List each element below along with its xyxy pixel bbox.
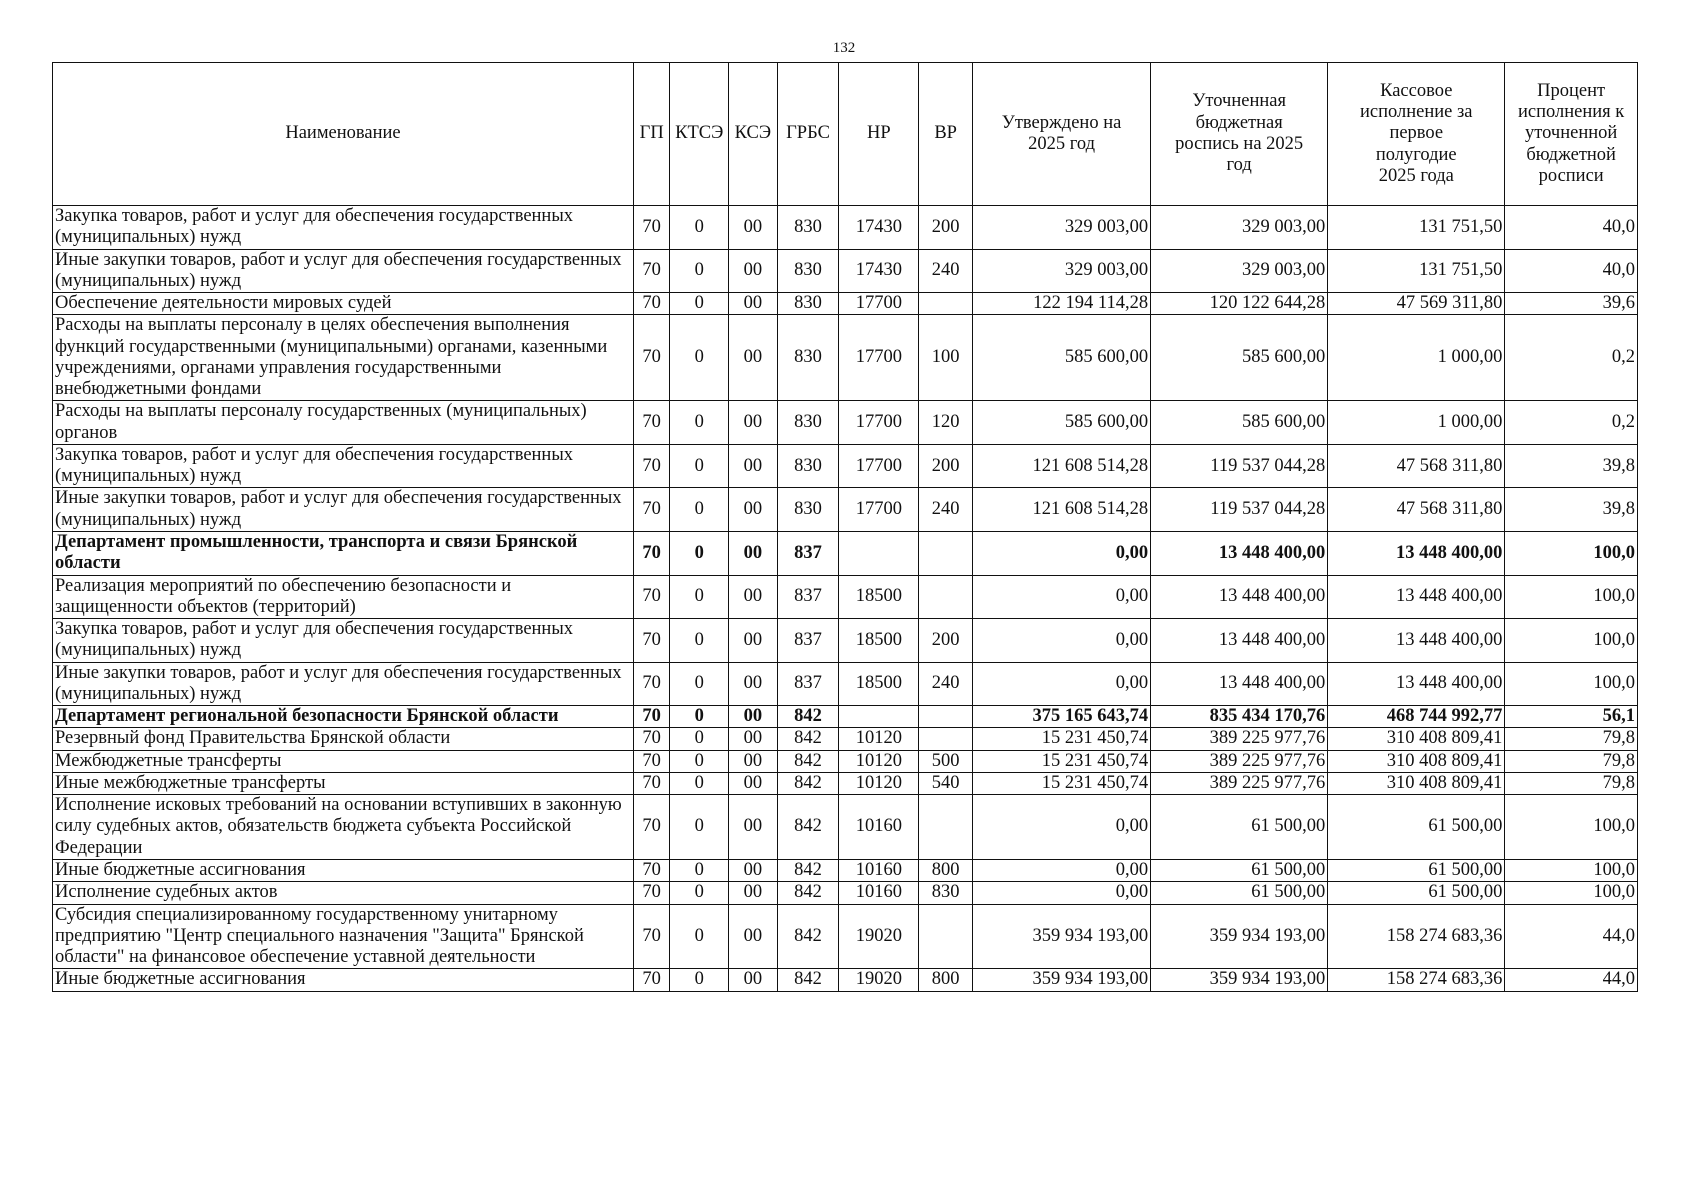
cell-vr: 800 — [919, 859, 973, 881]
cell-grbs: 830 — [777, 315, 839, 401]
cell-nr: 10120 — [839, 728, 919, 750]
table-row — [53, 859, 1638, 881]
table-row — [53, 795, 1638, 860]
table-row — [53, 206, 1638, 250]
cell-percent: 100,0 — [1505, 531, 1638, 575]
cell-vr — [919, 706, 973, 728]
cell-cash: 13 448 400,00 — [1328, 531, 1505, 575]
cell-grbs: 837 — [777, 575, 839, 619]
cell-percent: 39,8 — [1505, 488, 1638, 532]
cell-refined: 389 225 977,76 — [1151, 772, 1328, 794]
cell-nr: 17430 — [839, 249, 919, 293]
table-row — [53, 904, 1638, 969]
table-row — [53, 969, 1638, 991]
cell-name: Закупка товаров, работ и услуг для обеспечения государственных (муниципальных) нужд — [53, 444, 634, 488]
cell-grbs: 830 — [777, 293, 839, 315]
cell-percent: 40,0 — [1505, 206, 1638, 250]
cell-vr: 540 — [919, 772, 973, 794]
cell-kse: 00 — [729, 315, 778, 401]
cell-refined: 329 003,00 — [1151, 206, 1328, 250]
cell-name: Закупка товаров, работ и услуг для обеспечения государственных (муниципальных) нужд — [53, 619, 634, 663]
cell-grbs: 837 — [777, 619, 839, 663]
header-kse: КСЭ — [729, 63, 778, 206]
cell-gp: 70 — [633, 882, 669, 904]
header-grbs: ГРБС — [777, 63, 839, 206]
cell-vr — [919, 531, 973, 575]
cell-refined: 585 600,00 — [1151, 315, 1328, 401]
budget-table — [52, 62, 1638, 992]
cell-cash: 310 408 809,41 — [1328, 772, 1505, 794]
header-vr: ВР — [919, 63, 973, 206]
cell-vr — [919, 728, 973, 750]
cell-grbs: 842 — [777, 728, 839, 750]
cell-name: Департамент региональной безопасности Брянской области — [53, 706, 634, 728]
cell-ktse: 0 — [670, 662, 729, 706]
cell-name: Иные закупки товаров, работ и услуг для обеспечения государственных (муниципальных) нужд — [53, 662, 634, 706]
cell-cash: 468 744 992,77 — [1328, 706, 1505, 728]
cell-name: Исполнение судебных актов — [53, 882, 634, 904]
cell-gp: 70 — [633, 795, 669, 860]
cell-ktse: 0 — [670, 795, 729, 860]
cell-gp: 70 — [633, 706, 669, 728]
cell-kse: 00 — [729, 904, 778, 969]
cell-percent: 100,0 — [1505, 795, 1638, 860]
cell-grbs: 830 — [777, 206, 839, 250]
cell-vr — [919, 293, 973, 315]
cell-grbs: 842 — [777, 750, 839, 772]
cell-name: Закупка товаров, работ и услуг для обеспечения государственных (муниципальных) нужд — [53, 206, 634, 250]
cell-percent: 100,0 — [1505, 619, 1638, 663]
table-row — [53, 249, 1638, 293]
cell-nr: 17700 — [839, 488, 919, 532]
cell-ktse: 0 — [670, 315, 729, 401]
cell-approved: 0,00 — [972, 882, 1150, 904]
cell-cash: 47 569 311,80 — [1328, 293, 1505, 315]
cell-kse: 00 — [729, 206, 778, 250]
cell-percent: 44,0 — [1505, 904, 1638, 969]
cell-approved: 329 003,00 — [972, 249, 1150, 293]
cell-name: Департамент промышленности, транспорта и связи Брянской области — [53, 531, 634, 575]
cell-cash: 61 500,00 — [1328, 795, 1505, 860]
cell-approved: 0,00 — [972, 531, 1150, 575]
cell-refined: 120 122 644,28 — [1151, 293, 1328, 315]
cell-cash: 47 568 311,80 — [1328, 444, 1505, 488]
table-row — [53, 772, 1638, 794]
cell-nr: 10120 — [839, 750, 919, 772]
cell-nr: 17700 — [839, 401, 919, 445]
cell-kse: 00 — [729, 444, 778, 488]
cell-gp: 70 — [633, 315, 669, 401]
cell-name: Иные закупки товаров, работ и услуг для обеспечения государственных (муниципальных) нужд — [53, 249, 634, 293]
cell-grbs: 842 — [777, 772, 839, 794]
header-refined: Уточненная бюджетная роспись на 2025 год — [1151, 63, 1328, 206]
header-cash: Кассовое исполнение за первое полугодие 2025 года — [1328, 63, 1505, 206]
cell-approved: 15 231 450,74 — [972, 750, 1150, 772]
cell-gp: 70 — [633, 662, 669, 706]
cell-nr: 19020 — [839, 969, 919, 991]
cell-kse: 00 — [729, 772, 778, 794]
cell-approved: 0,00 — [972, 575, 1150, 619]
cell-percent: 56,1 — [1505, 706, 1638, 728]
cell-ktse: 0 — [670, 904, 729, 969]
cell-kse: 00 — [729, 488, 778, 532]
cell-grbs: 842 — [777, 969, 839, 991]
cell-nr: 10160 — [839, 795, 919, 860]
cell-percent: 100,0 — [1505, 662, 1638, 706]
cell-refined: 61 500,00 — [1151, 795, 1328, 860]
cell-percent: 79,8 — [1505, 772, 1638, 794]
cell-grbs: 842 — [777, 706, 839, 728]
cell-ktse: 0 — [670, 575, 729, 619]
cell-approved: 15 231 450,74 — [972, 772, 1150, 794]
cell-approved: 15 231 450,74 — [972, 728, 1150, 750]
cell-vr: 120 — [919, 401, 973, 445]
cell-approved: 121 608 514,28 — [972, 488, 1150, 532]
cell-refined: 359 934 193,00 — [1151, 969, 1328, 991]
cell-kse: 00 — [729, 293, 778, 315]
cell-vr: 500 — [919, 750, 973, 772]
cell-refined: 13 448 400,00 — [1151, 575, 1328, 619]
cell-approved: 0,00 — [972, 795, 1150, 860]
table-row — [53, 882, 1638, 904]
cell-cash: 310 408 809,41 — [1328, 750, 1505, 772]
cell-vr: 240 — [919, 488, 973, 532]
cell-percent: 0,2 — [1505, 315, 1638, 401]
cell-ktse: 0 — [670, 859, 729, 881]
cell-refined: 13 448 400,00 — [1151, 662, 1328, 706]
cell-grbs: 842 — [777, 904, 839, 969]
cell-nr: 17700 — [839, 293, 919, 315]
cell-vr: 240 — [919, 662, 973, 706]
cell-ktse: 0 — [670, 728, 729, 750]
cell-ktse: 0 — [670, 293, 729, 315]
cell-gp: 70 — [633, 904, 669, 969]
cell-refined: 359 934 193,00 — [1151, 904, 1328, 969]
cell-approved: 585 600,00 — [972, 401, 1150, 445]
cell-approved: 329 003,00 — [972, 206, 1150, 250]
cell-cash: 13 448 400,00 — [1328, 575, 1505, 619]
cell-approved: 0,00 — [972, 662, 1150, 706]
cell-ktse: 0 — [670, 249, 729, 293]
cell-percent: 100,0 — [1505, 882, 1638, 904]
cell-ktse: 0 — [670, 882, 729, 904]
cell-name: Обеспечение деятельности мировых судей — [53, 293, 634, 315]
cell-nr: 10120 — [839, 772, 919, 794]
cell-gp: 70 — [633, 859, 669, 881]
cell-cash: 310 408 809,41 — [1328, 728, 1505, 750]
cell-grbs: 837 — [777, 662, 839, 706]
cell-cash: 131 751,50 — [1328, 249, 1505, 293]
cell-approved: 122 194 114,28 — [972, 293, 1150, 315]
cell-cash: 1 000,00 — [1328, 315, 1505, 401]
cell-gp: 70 — [633, 575, 669, 619]
cell-vr: 200 — [919, 444, 973, 488]
cell-cash: 158 274 683,36 — [1328, 969, 1505, 991]
cell-refined: 119 537 044,28 — [1151, 488, 1328, 532]
cell-gp: 70 — [633, 728, 669, 750]
cell-refined: 61 500,00 — [1151, 882, 1328, 904]
cell-percent: 79,8 — [1505, 750, 1638, 772]
cell-grbs: 830 — [777, 249, 839, 293]
cell-kse: 00 — [729, 531, 778, 575]
cell-cash: 47 568 311,80 — [1328, 488, 1505, 532]
cell-refined: 389 225 977,76 — [1151, 750, 1328, 772]
cell-nr: 17700 — [839, 444, 919, 488]
cell-kse: 00 — [729, 662, 778, 706]
cell-kse: 00 — [729, 401, 778, 445]
cell-nr — [839, 531, 919, 575]
table-row — [53, 706, 1638, 728]
cell-vr: 800 — [919, 969, 973, 991]
cell-nr: 18500 — [839, 662, 919, 706]
cell-kse: 00 — [729, 969, 778, 991]
cell-percent: 39,8 — [1505, 444, 1638, 488]
cell-vr: 200 — [919, 619, 973, 663]
cell-cash: 1 000,00 — [1328, 401, 1505, 445]
header-gp: ГП — [633, 63, 669, 206]
cell-grbs: 842 — [777, 882, 839, 904]
cell-percent: 0,2 — [1505, 401, 1638, 445]
cell-gp: 70 — [633, 772, 669, 794]
cell-nr: 19020 — [839, 904, 919, 969]
table-row — [53, 315, 1638, 401]
cell-vr: 240 — [919, 249, 973, 293]
page-number: 132 — [832, 40, 856, 56]
cell-name: Иные межбюджетные трансферты — [53, 772, 634, 794]
cell-vr: 830 — [919, 882, 973, 904]
cell-cash: 131 751,50 — [1328, 206, 1505, 250]
cell-ktse: 0 — [670, 969, 729, 991]
table-row — [53, 728, 1638, 750]
cell-ktse: 0 — [670, 706, 729, 728]
cell-refined: 835 434 170,76 — [1151, 706, 1328, 728]
cell-percent: 39,6 — [1505, 293, 1638, 315]
cell-kse: 00 — [729, 882, 778, 904]
cell-cash: 13 448 400,00 — [1328, 619, 1505, 663]
cell-ktse: 0 — [670, 750, 729, 772]
cell-refined: 585 600,00 — [1151, 401, 1328, 445]
cell-nr: 10160 — [839, 882, 919, 904]
cell-percent: 100,0 — [1505, 575, 1638, 619]
table-row — [53, 662, 1638, 706]
cell-name: Межбюджетные трансферты — [53, 750, 634, 772]
cell-vr: 200 — [919, 206, 973, 250]
cell-nr: 18500 — [839, 575, 919, 619]
cell-refined: 13 448 400,00 — [1151, 531, 1328, 575]
cell-nr — [839, 706, 919, 728]
cell-name: Реализация мероприятий по обеспечению безопасности и защищенности объектов (территорий) — [53, 575, 634, 619]
cell-name: Иные бюджетные ассигнования — [53, 859, 634, 881]
cell-gp: 70 — [633, 401, 669, 445]
table-row — [53, 575, 1638, 619]
cell-approved: 359 934 193,00 — [972, 904, 1150, 969]
cell-kse: 00 — [729, 619, 778, 663]
cell-refined: 389 225 977,76 — [1151, 728, 1328, 750]
cell-ktse: 0 — [670, 619, 729, 663]
cell-name: Исполнение исковых требований на основании вступивших в законную силу судебных актов, обязательств бюджета субъекта Российской Федерации — [53, 795, 634, 860]
table-row — [53, 488, 1638, 532]
cell-ktse: 0 — [670, 531, 729, 575]
cell-name: Резервный фонд Правительства Брянской области — [53, 728, 634, 750]
cell-refined: 329 003,00 — [1151, 249, 1328, 293]
cell-ktse: 0 — [670, 444, 729, 488]
cell-kse: 00 — [729, 706, 778, 728]
cell-gp: 70 — [633, 969, 669, 991]
cell-name: Субсидия специализированному государственному унитарному предприятию "Центр специального назначения "Защита" Брянской области" на финансовое обеспечение уставной деятельности — [53, 904, 634, 969]
cell-kse: 00 — [729, 795, 778, 860]
cell-gp: 70 — [633, 249, 669, 293]
table-row — [53, 401, 1638, 445]
header-name: Наименование — [53, 63, 634, 206]
table-row — [53, 750, 1638, 772]
cell-cash: 158 274 683,36 — [1328, 904, 1505, 969]
cell-name: Иные закупки товаров, работ и услуг для обеспечения государственных (муниципальных) нужд — [53, 488, 634, 532]
cell-grbs: 837 — [777, 531, 839, 575]
header-percent: Процент исполнения к уточненной бюджетной росписи — [1505, 63, 1638, 206]
cell-kse: 00 — [729, 728, 778, 750]
cell-name: Иные бюджетные ассигнования — [53, 969, 634, 991]
cell-ktse: 0 — [670, 401, 729, 445]
cell-cash: 61 500,00 — [1328, 859, 1505, 881]
cell-gp: 70 — [633, 444, 669, 488]
cell-gp: 70 — [633, 206, 669, 250]
table-row — [53, 619, 1638, 663]
cell-kse: 00 — [729, 750, 778, 772]
cell-nr: 10160 — [839, 859, 919, 881]
cell-refined: 61 500,00 — [1151, 859, 1328, 881]
cell-nr: 17430 — [839, 206, 919, 250]
cell-percent: 40,0 — [1505, 249, 1638, 293]
cell-ktse: 0 — [670, 488, 729, 532]
cell-nr: 17700 — [839, 315, 919, 401]
cell-gp: 70 — [633, 531, 669, 575]
cell-gp: 70 — [633, 619, 669, 663]
cell-gp: 70 — [633, 750, 669, 772]
cell-grbs: 842 — [777, 795, 839, 860]
cell-cash: 61 500,00 — [1328, 882, 1505, 904]
cell-vr — [919, 575, 973, 619]
cell-grbs: 830 — [777, 488, 839, 532]
cell-kse: 00 — [729, 575, 778, 619]
cell-cash: 13 448 400,00 — [1328, 662, 1505, 706]
cell-kse: 00 — [729, 859, 778, 881]
cell-percent: 100,0 — [1505, 859, 1638, 881]
cell-gp: 70 — [633, 293, 669, 315]
cell-grbs: 830 — [777, 401, 839, 445]
cell-vr — [919, 904, 973, 969]
cell-percent: 79,8 — [1505, 728, 1638, 750]
cell-approved: 0,00 — [972, 619, 1150, 663]
cell-approved: 359 934 193,00 — [972, 969, 1150, 991]
cell-approved: 121 608 514,28 — [972, 444, 1150, 488]
cell-vr: 100 — [919, 315, 973, 401]
cell-grbs: 830 — [777, 444, 839, 488]
cell-approved: 585 600,00 — [972, 315, 1150, 401]
cell-vr — [919, 795, 973, 860]
table-row — [53, 531, 1638, 575]
cell-nr: 18500 — [839, 619, 919, 663]
table-row — [53, 293, 1638, 315]
cell-ktse: 0 — [670, 772, 729, 794]
cell-refined: 13 448 400,00 — [1151, 619, 1328, 663]
header-ktse: КТСЭ — [670, 63, 729, 206]
cell-name: Расходы на выплаты персоналу в целях обеспечения выполнения функций государственными (муниципальными) органами, казенными учреждениями, органами управления государственными внебюджетными фондами — [53, 315, 634, 401]
cell-approved: 375 165 643,74 — [972, 706, 1150, 728]
table-header-row — [53, 63, 1638, 206]
cell-approved: 0,00 — [972, 859, 1150, 881]
cell-percent: 44,0 — [1505, 969, 1638, 991]
cell-ktse: 0 — [670, 206, 729, 250]
header-approved: Утверждено на 2025 год — [972, 63, 1150, 206]
table-body — [53, 206, 1638, 992]
cell-name: Расходы на выплаты персоналу государственных (муниципальных) органов — [53, 401, 634, 445]
table-row — [53, 444, 1638, 488]
cell-kse: 00 — [729, 249, 778, 293]
header-nr: НР — [839, 63, 919, 206]
cell-gp: 70 — [633, 488, 669, 532]
cell-grbs: 842 — [777, 859, 839, 881]
cell-refined: 119 537 044,28 — [1151, 444, 1328, 488]
